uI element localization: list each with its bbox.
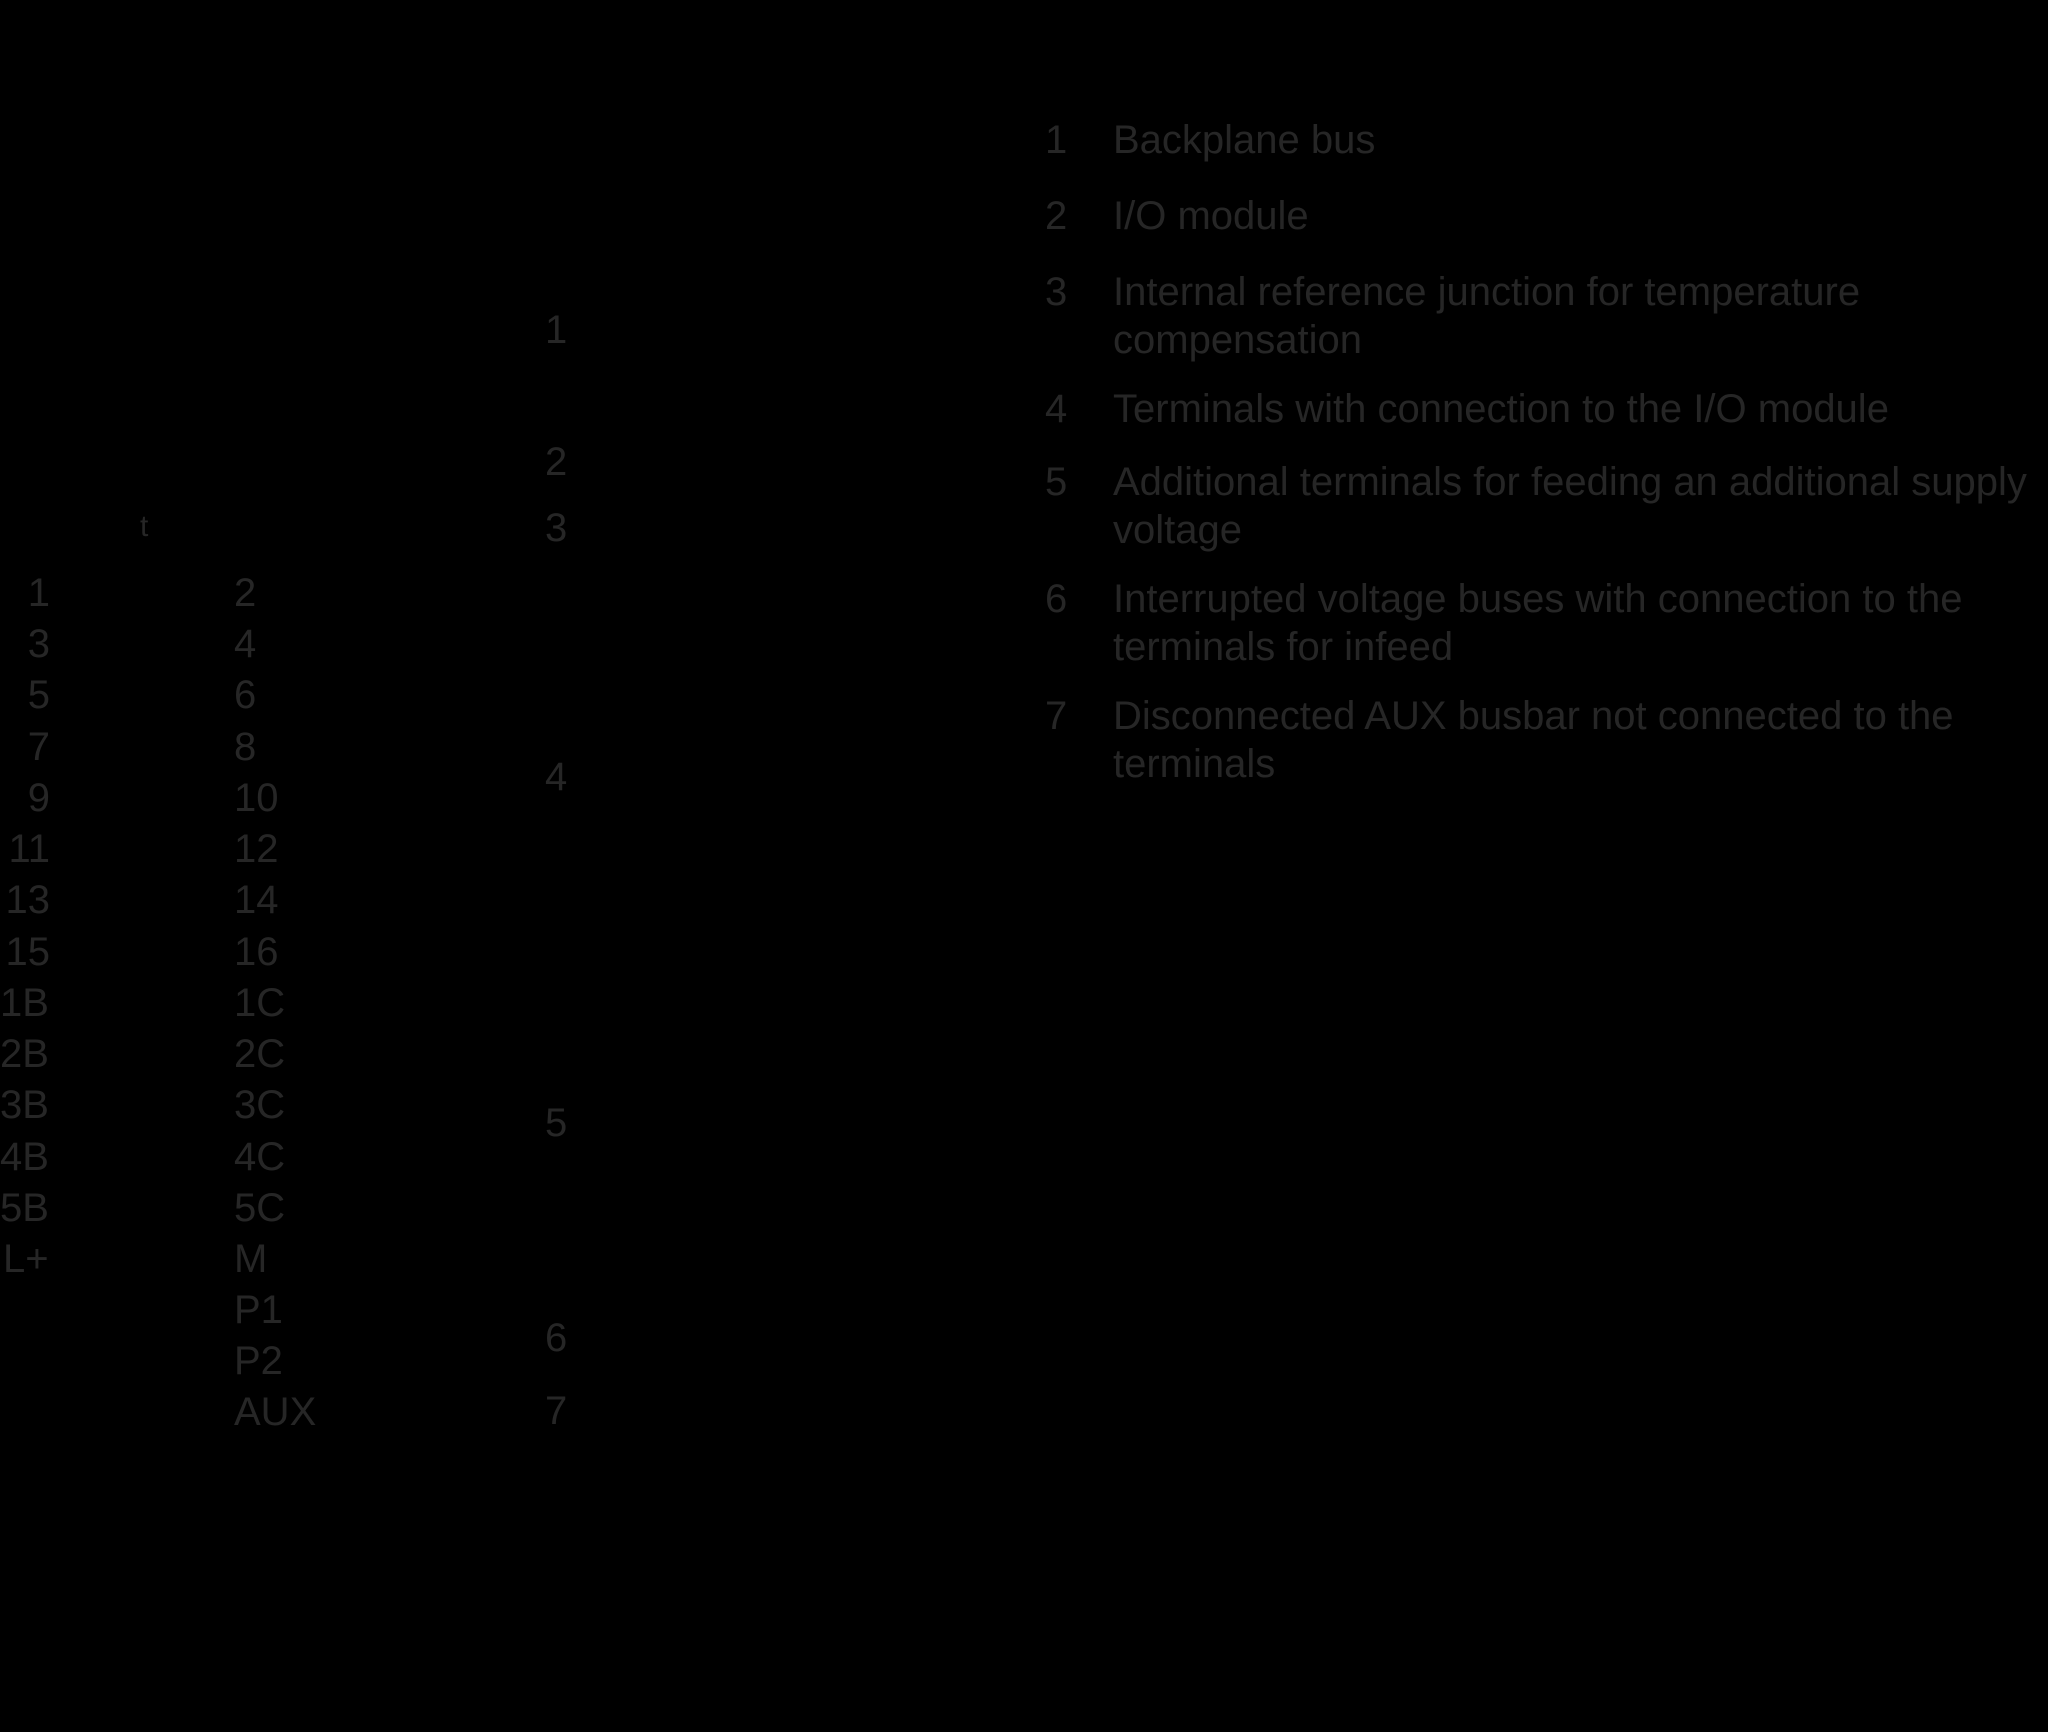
terminal-label: 5B bbox=[0, 1186, 49, 1230]
terminal-label: 3C bbox=[234, 1083, 286, 1127]
callout-number: 6 bbox=[545, 1316, 568, 1360]
terminal-label: 8 bbox=[234, 725, 257, 769]
callout-number: 1 bbox=[545, 308, 568, 352]
terminal-label: 10 bbox=[234, 776, 279, 820]
legend-number: 5 bbox=[1045, 460, 1068, 504]
legend-text: Backplane bus bbox=[1113, 118, 1376, 162]
terminal-label: AUX bbox=[234, 1390, 317, 1434]
terminal-label: P1 bbox=[234, 1288, 283, 1332]
legend-number: 7 bbox=[1045, 694, 1068, 738]
terminal-label: 7 bbox=[27, 725, 50, 769]
terminal-label: 4C bbox=[234, 1135, 286, 1179]
legend-text: Interrupted voltage buses with connection to the terminals for infeed bbox=[1113, 577, 1963, 669]
legend-text: Terminals with connection to the I/O module bbox=[1113, 387, 1889, 431]
terminal-label: 2B bbox=[0, 1032, 49, 1076]
terminal-label: 3B bbox=[0, 1083, 49, 1127]
terminal-label: 5 bbox=[27, 673, 50, 717]
terminal-label: M bbox=[234, 1237, 268, 1281]
legend-number: 2 bbox=[1045, 194, 1068, 238]
terminal-label: 4 bbox=[234, 622, 257, 666]
terminal-label: 13 bbox=[5, 878, 50, 922]
terminal-label: 12 bbox=[234, 827, 279, 871]
callout-number: 3 bbox=[545, 506, 568, 550]
terminal-label: 14 bbox=[234, 878, 279, 922]
terminal-label: 5C bbox=[234, 1186, 286, 1230]
terminal-label: L+ bbox=[3, 1237, 49, 1281]
terminal-label: 16 bbox=[234, 930, 279, 974]
legend-number: 6 bbox=[1045, 577, 1068, 621]
terminal-label: 2 bbox=[234, 571, 257, 615]
terminal-label: 9 bbox=[27, 776, 50, 820]
legend-text: I/O module bbox=[1113, 194, 1309, 238]
terminal-label: 6 bbox=[234, 673, 257, 717]
legend-number: 3 bbox=[1045, 270, 1068, 314]
legend-text: Internal reference junction for temperature compensation bbox=[1113, 270, 1861, 362]
callout-number: 4 bbox=[545, 755, 568, 799]
terminal-label: 3 bbox=[27, 622, 50, 666]
terminal-label: 11 bbox=[8, 827, 50, 871]
legend-number: 4 bbox=[1045, 387, 1068, 431]
callout-number: 7 bbox=[545, 1389, 568, 1433]
terminal-label: 1B bbox=[0, 981, 49, 1025]
legend-number: 1 bbox=[1045, 118, 1068, 162]
terminal-label: 2C bbox=[234, 1032, 286, 1076]
terminal-label: P2 bbox=[234, 1339, 283, 1383]
terminal-label: 1 bbox=[27, 571, 50, 615]
terminal-label: 15 bbox=[5, 930, 50, 974]
legend-text: Additional terminals for feeding an additional supply voltage bbox=[1113, 460, 2027, 552]
callout-number: 2 bbox=[545, 440, 568, 484]
callout-number: 5 bbox=[545, 1101, 568, 1145]
terminal-label: 1C bbox=[234, 981, 286, 1025]
terminal-label: 4B bbox=[0, 1135, 49, 1179]
legend-text: Disconnected AUX busbar not connected to the terminals bbox=[1113, 694, 1954, 786]
t-marker: t bbox=[140, 510, 149, 543]
